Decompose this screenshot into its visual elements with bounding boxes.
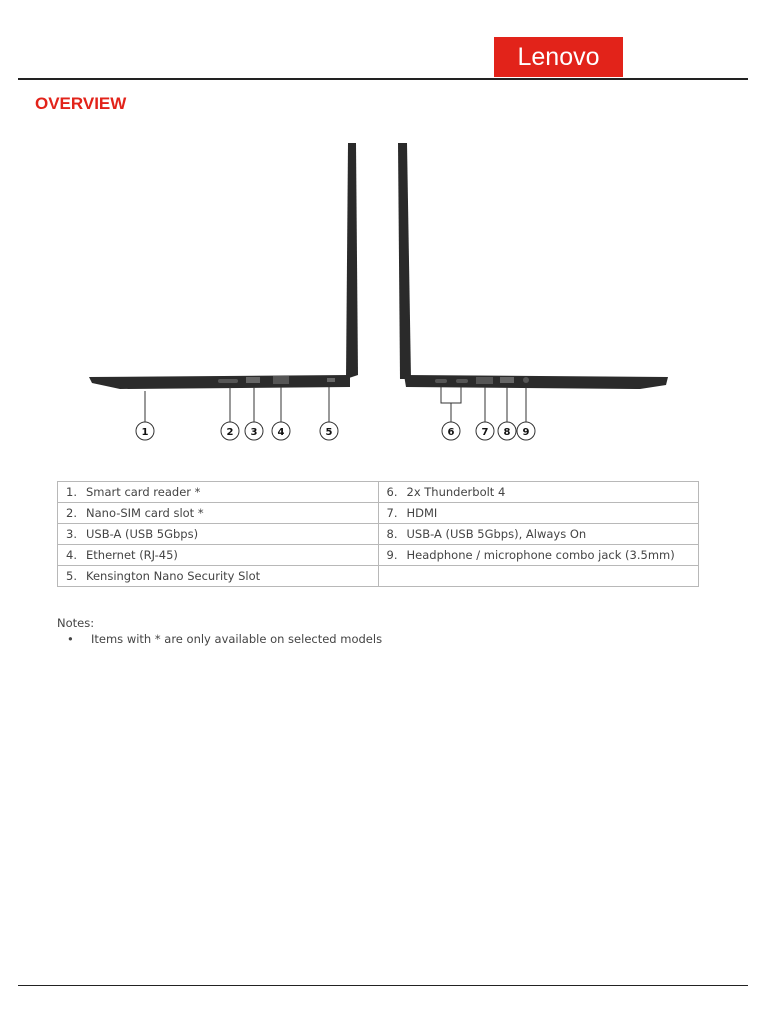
port-number: 4.: [66, 548, 77, 562]
callout-4: [272, 422, 290, 440]
callout-1: [136, 422, 154, 440]
notes-heading: Notes:: [57, 616, 95, 630]
port-label: USB-A (USB 5Gbps): [86, 527, 199, 541]
audio-jack-mark: [523, 377, 529, 383]
section-title: OVERVIEW: [35, 94, 127, 113]
bullet-icon: •: [67, 632, 74, 646]
port-number: 1.: [66, 485, 77, 499]
kensington-mark: [327, 378, 335, 382]
port-number: 9.: [386, 548, 398, 562]
hdmi-mark: [476, 377, 493, 384]
port-cell: [378, 545, 699, 566]
svg-text:6: 6: [447, 427, 455, 438]
callout-leader-lines: [145, 387, 526, 422]
port-label: Ethernet (RJ-45): [86, 548, 178, 562]
port-label: Smart card reader *: [86, 485, 201, 499]
notes-section: [57, 616, 382, 646]
port-cell: [378, 482, 699, 503]
port-cell: [378, 503, 699, 524]
svg-text:7: 7: [481, 427, 489, 438]
thunderbolt-mark-2: [456, 379, 468, 383]
port-label: Nano-SIM card slot *: [86, 506, 204, 520]
table-row: [58, 566, 699, 587]
callout-8: [498, 422, 516, 440]
svg-text:5: 5: [325, 427, 333, 438]
callout-3: [245, 422, 263, 440]
callout-5: [320, 422, 338, 440]
left-lid-shape: [346, 143, 358, 379]
footer-divider: [18, 985, 748, 986]
svg-text:3: 3: [250, 427, 258, 438]
port-cell-empty: [378, 566, 699, 587]
usb-a-mark: [246, 377, 260, 383]
port-cell: [58, 482, 379, 503]
port-cell: [58, 566, 379, 587]
port-cell: [378, 524, 699, 545]
port-label: Kensington Nano Security Slot: [86, 569, 261, 583]
notes-item-text: Items with * are only available on selected models: [91, 632, 383, 646]
header-divider: [18, 78, 748, 80]
table-row: [58, 545, 699, 566]
thunderbolt-mark-1: [435, 379, 447, 383]
laptop-left-side-view: [89, 143, 358, 389]
port-cell: [58, 503, 379, 524]
ports-table: [57, 481, 699, 587]
port-label: Headphone / microphone combo jack (3.5mm): [406, 548, 675, 562]
port-label: 2x Thunderbolt 4: [406, 485, 506, 499]
port-number: 6.: [386, 485, 398, 499]
port-number: 7.: [386, 506, 398, 520]
svg-text:8: 8: [503, 427, 511, 438]
svg-text:4: 4: [277, 427, 285, 438]
sim-slot-mark: [218, 379, 238, 383]
table-row: [58, 503, 699, 524]
usb-a-always-on-mark: [500, 377, 514, 383]
svg-text:9: 9: [522, 427, 530, 438]
callout-6: [442, 422, 460, 440]
table-row: [58, 524, 699, 545]
callout-2: [221, 422, 239, 440]
svg-text:2: 2: [226, 427, 234, 438]
ethernet-mark: [273, 376, 289, 384]
port-cell: [58, 545, 379, 566]
port-number: 2.: [66, 506, 77, 520]
callout-9: [517, 422, 535, 440]
port-number: 8.: [386, 527, 398, 541]
callout-7: [476, 422, 494, 440]
laptop-right-side-view: [398, 143, 668, 389]
svg-text:1: 1: [141, 427, 149, 438]
notes-item: [57, 632, 382, 646]
table-row: [58, 482, 699, 503]
port-number: 5.: [66, 569, 77, 583]
laptop-ports-diagram: [80, 135, 680, 455]
port-label: HDMI: [406, 506, 438, 520]
port-label: USB-A (USB 5Gbps), Always On: [406, 527, 587, 541]
port-number: 3.: [66, 527, 77, 541]
right-lid-shape: [398, 143, 411, 379]
port-cell: [58, 524, 379, 545]
lenovo-logo: Lenovo: [494, 37, 623, 77]
